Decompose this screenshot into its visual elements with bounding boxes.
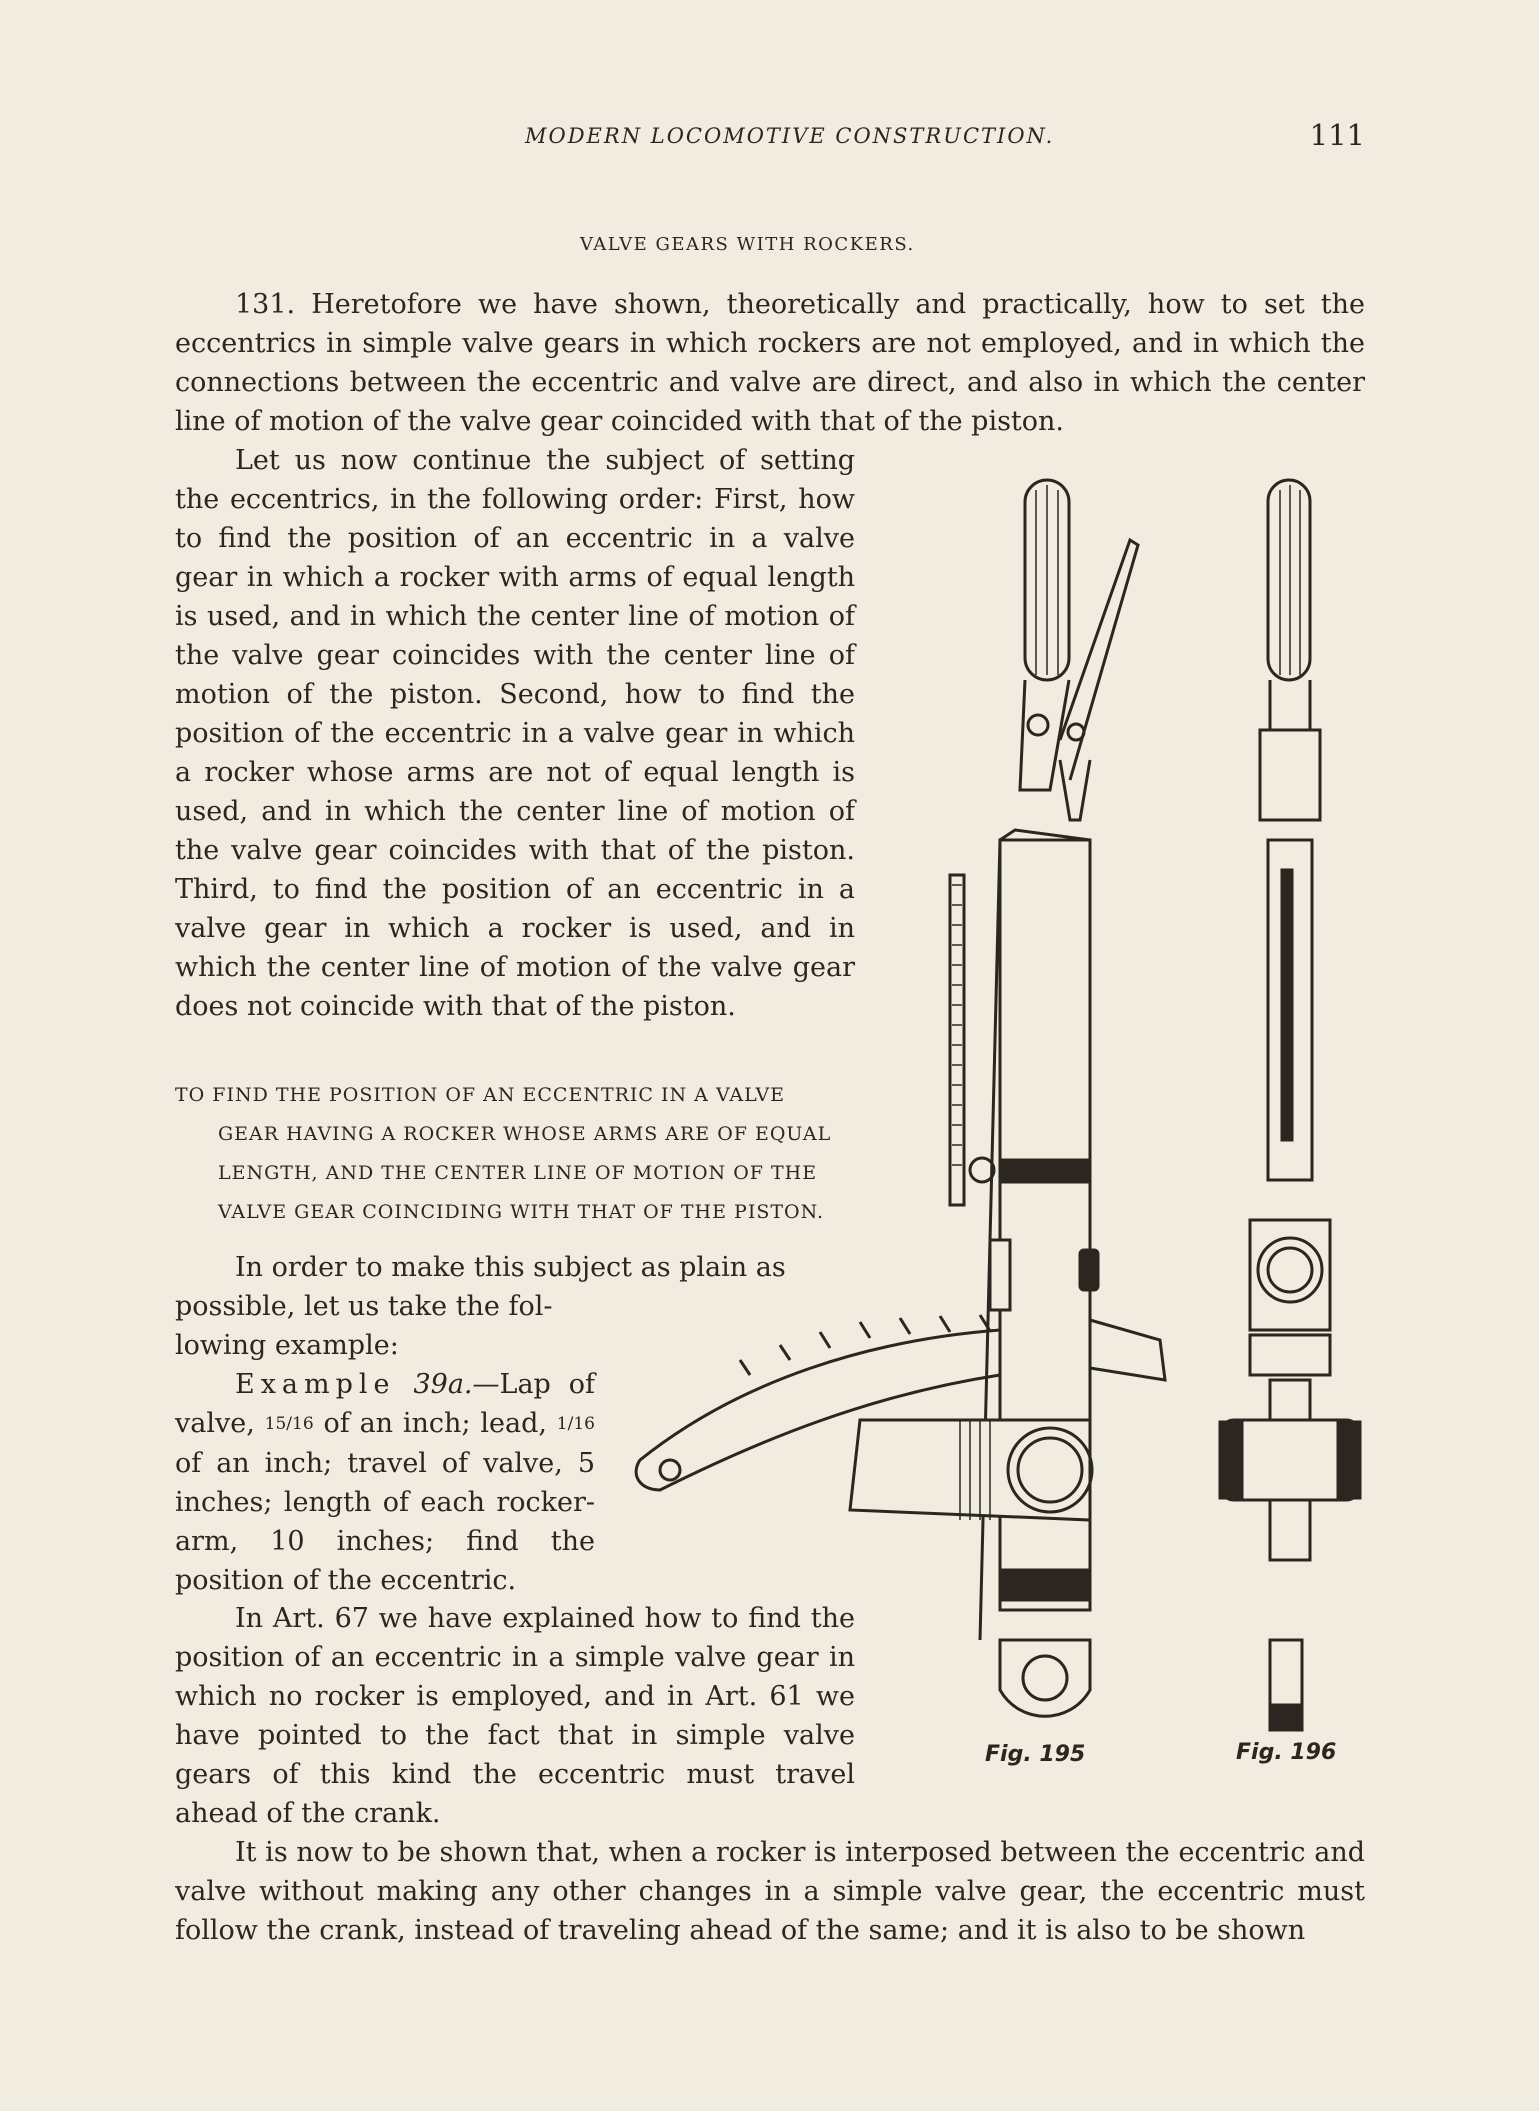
fig196-lever [1220, 840, 1360, 1730]
lead-fraction: 1/16 [556, 1414, 595, 1434]
example-number: 39a. [413, 1369, 473, 1400]
paragraph-text: In order to make this subject as plain as [235, 1252, 786, 1283]
figure-196-caption: Fig. 196 [1236, 1740, 1337, 1765]
example-text-2: of an inch; lead, [323, 1408, 547, 1439]
running-head [175, 118, 1365, 158]
subhead-line: LENGTH, AND THE CENTER LINE OF MOTION OF THE [218, 1162, 818, 1184]
paragraph-rocker [175, 1833, 1365, 1950]
figure-195-caption: Fig. 195 [985, 1742, 1086, 1767]
paragraph-text: possible, let us take the fol- [175, 1291, 553, 1322]
fig195-block [850, 1420, 1092, 1520]
fig195-eye [1000, 1640, 1090, 1716]
example-text [175, 1365, 595, 1600]
subhead-line: VALVE GEAR COINCIDING WITH THAT OF THE PISTON. [218, 1201, 825, 1223]
lap-fraction: 15/16 [264, 1414, 314, 1434]
fig195-handle [1020, 480, 1138, 820]
page-number: 111 [1309, 118, 1365, 152]
subhead-line: GEAR HAVING A ROCKER WHOSE ARMS ARE OF EQUAL [218, 1123, 832, 1145]
paragraph-131 [175, 285, 1365, 441]
paragraph-text: In Art. 67 we have explained how to find the position of an eccentric in a simple valve gear in which no rocker is employed, and in Art. 61 we have pointed to the fact that in simple valve gears of this kind the eccentric must travel ahead of the crank. [175, 1603, 855, 1829]
example-39a [175, 1365, 595, 1600]
running-title: MODERN LOCOMOTIVE CONSTRUCTION. [525, 124, 1055, 148]
fig196-handle [1260, 480, 1320, 820]
paragraph-order-cont [175, 1287, 595, 1365]
section-title: VALVE GEARS WITH ROCKERS. [580, 234, 915, 255]
example-label: Example [235, 1369, 396, 1400]
example-text-1: —Lap of valve, [175, 1369, 595, 1439]
paragraph-text: Let us now continue the subject of setting the eccentrics, in the following order: First, how to find the position of an eccentric in a valve gear in which a rocker with arms of equal length is used, and in which the center line of motion of the valve gear coincides with the center line of motion of the piston. Second, how to find the position of the eccentric in a valve gear in which a rocker whose arms are not of equal length is used, and in which the center line of motion of the valve gear coincides with that of the piston. Third, to find the position of an eccentric in a valve gear in which a rocker is used, and in which the center line of motion of the valve gear does not coincide with that of the piston. [175, 445, 855, 1022]
paragraph-text: 131. Heretofore we have shown, theoretically and practically, how to set the eccentrics in simple valve gears in which rockers are not employed, and in which the connections between the eccentric and valve are direct, and also in which the center line of motion of the valve gear coincided with that of the piston. [175, 289, 1365, 437]
reverse-lever-illustration [620, 460, 1380, 1760]
example-text-3: of an inch; travel of valve, 5 inches; length of each rocker-arm, 10 inches; find the position of the eccentric. [175, 1448, 595, 1596]
paragraph-text: lowing example: [175, 1330, 399, 1361]
paragraph-text: It is now to be shown that, when a rocker is interposed between the eccentric and valve without making any other changes in a simple valve gear, the eccentric must follow the crank, instead of traveling ahead of the same; and it is also to be shown [175, 1837, 1365, 1946]
subhead-line: TO FIND THE POSITION OF AN ECCENTRIC IN A VALVE [175, 1084, 786, 1106]
